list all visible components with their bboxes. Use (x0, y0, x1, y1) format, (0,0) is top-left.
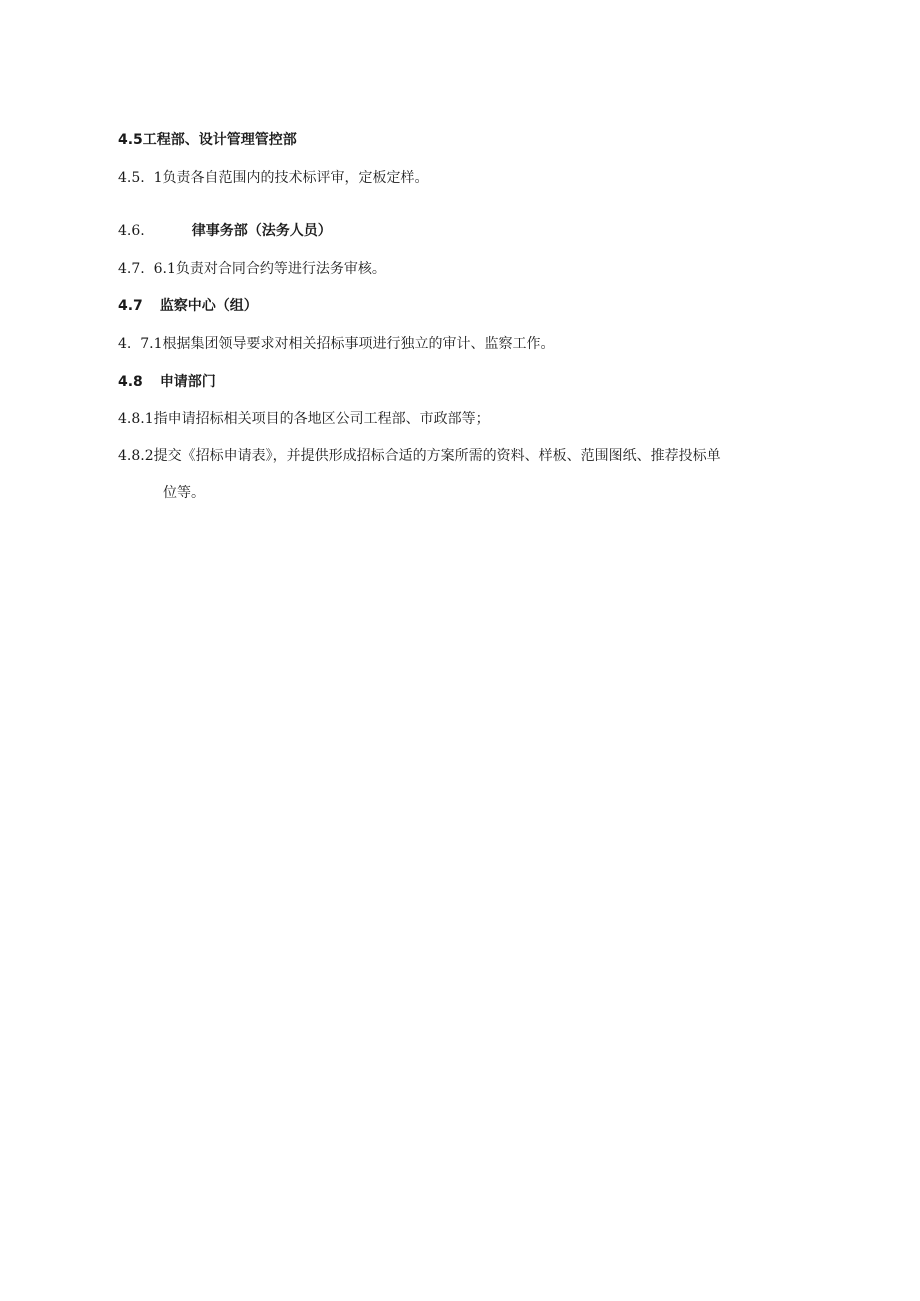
section-number: 4.6. (118, 223, 145, 239)
paragraph-4-8-2 (118, 446, 721, 466)
heading-text: 律事务部（法务人员） (191, 223, 332, 239)
paragraph-text: 位等。 (163, 485, 205, 501)
paragraph-4-7-6-1 (118, 259, 386, 279)
paragraph-4-7-1 (118, 334, 555, 354)
paragraph-text: 4.8.1指申请招标相关项目的各地区公司工程部、市政部等； (118, 411, 490, 427)
paragraph-4-5-1 (118, 168, 429, 188)
section-heading-4-6 (118, 221, 332, 241)
paragraph-text: 4. 7.1根据集团领导要求对相关招标事项进行独立的审计、监察工作。 (118, 336, 555, 352)
heading-text: 监察中心（组） (159, 298, 258, 314)
section-heading-4-5 (118, 130, 297, 150)
heading-text: 4.5工程部、设计管理管控部 (118, 132, 297, 148)
paragraph-4-8-2-continuation (163, 483, 205, 503)
section-heading-4-7 (118, 296, 258, 316)
paragraph-text: 4.8.2提交《招标申请表》，并提供形成招标合适的方案所需的资料、样板、范围图纸、推荐投标单 (118, 448, 721, 464)
paragraph-text: 4.7. 6.1负责对合同合约等进行法务审核。 (118, 261, 386, 277)
paragraph-text: 4.5. 1负责各自范围内的技术标评审，定板定样。 (118, 170, 429, 186)
heading-text: 申请部门 (159, 374, 216, 390)
section-number: 4.8 (118, 374, 143, 390)
paragraph-4-8-1 (118, 409, 490, 429)
section-number: 4.7 (118, 298, 143, 314)
section-heading-4-8 (118, 372, 216, 392)
